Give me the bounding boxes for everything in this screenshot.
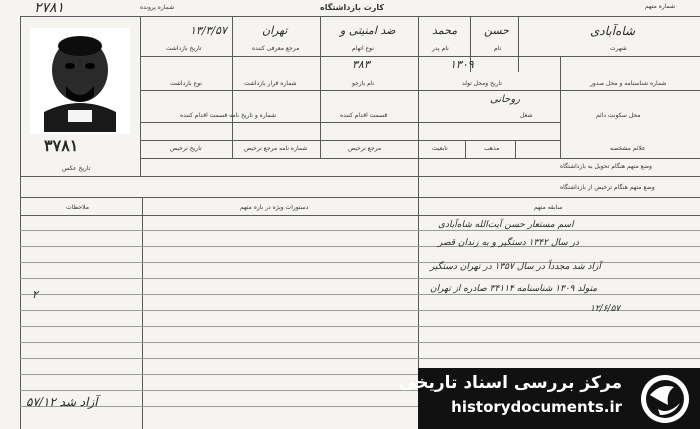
card-border-top [20, 16, 700, 17]
label-status-release: وضع متهم هنگام ترخیص از بازداشتگاه [560, 184, 655, 191]
watermark-banner [399, 368, 700, 429]
hw-charge: ضد امنیتی و [340, 24, 396, 37]
ruled-line [20, 326, 700, 327]
label-status-delivery: وضع متهم هنگام تحویل به بازداشتگاه [560, 163, 652, 170]
hw-surname: شاه‌آبادی [590, 24, 636, 38]
hw-background-line-4: متولد ۱۳۰۹ شناسنامه ۳۴۱۱۴ صادره از تهران [430, 284, 598, 294]
hw-birth: ۱۳۰۹ [450, 58, 474, 71]
ruled-line [20, 374, 420, 375]
row-line-2 [140, 90, 700, 91]
ruled-line [20, 246, 700, 247]
col-line-notes [142, 197, 143, 429]
hw-case-no: ۳۸۳ [352, 58, 370, 71]
col-line-f [518, 16, 519, 72]
row-line-4 [140, 140, 560, 141]
label-nationality: تابعیت [432, 145, 448, 152]
hw-detention-date: ۱۳/۳/۵۷ [190, 24, 227, 37]
document-center-logo-icon [638, 373, 692, 425]
file-number-label: شماره پرونده [140, 4, 175, 11]
hw-job: روحانی [490, 94, 521, 105]
col-line-i [515, 140, 516, 158]
label-detention-date: تاریخ بازداشت [166, 45, 202, 52]
label-id-info: شماره شناسنامه و محل صدور [590, 80, 667, 87]
row-line-7 [20, 197, 700, 198]
hw-name: حسن [484, 24, 509, 37]
file-number: ۲۷۸۱ [34, 0, 65, 16]
photo-number: ۳۷۸۱ [44, 136, 79, 155]
ruled-line [20, 230, 700, 231]
col-line-h [465, 140, 466, 158]
col-header-notes: ملاحظات [66, 204, 89, 211]
col-line-g [560, 56, 561, 158]
label-reputation: شهرت [610, 45, 627, 52]
col-line-a [140, 16, 141, 176]
row-line-8 [20, 215, 700, 216]
hw-background-line-5: ۱۲/۶/۵۷ [590, 304, 621, 314]
row-line-5 [140, 158, 700, 159]
label-birth: تاریخ ومحل تولد [462, 80, 503, 87]
col-line-b [232, 16, 233, 158]
watermark-url: historydocuments.ir [451, 398, 622, 416]
label-case-number: نام بازجو [352, 80, 375, 87]
ruled-line [20, 342, 700, 343]
hw-background-line-2: در سال ۱۳۴۲ دستگیر و به زندان قصر [438, 238, 579, 248]
card-title: کارت بازداشتگاه [320, 3, 385, 12]
label-name: نام [494, 45, 502, 52]
hw-city: تهران [262, 24, 288, 37]
col-header-instructions: دستورات ویژه در باره متهم [240, 204, 309, 211]
label-detention-letter: شماره و تاریخ نامه قسمت اقدام کننده [180, 112, 276, 119]
row-line-3 [140, 122, 560, 123]
hw-father: محمد [432, 24, 458, 37]
ruled-line [20, 358, 700, 359]
label-features: علائم مشخصه [610, 145, 646, 152]
accused-number-label: شماره متهم [645, 3, 676, 10]
label-job: شغل [520, 112, 533, 119]
ruled-line [20, 294, 700, 295]
label-release-date: تاریخ ترخیص [170, 145, 202, 152]
card-border-left [20, 16, 21, 429]
label-detention-order: شماره قرار بازداشت [244, 80, 297, 87]
watermark-title: مرکز بررسی اسناد تاریخی [399, 373, 622, 393]
row-line-6 [20, 176, 700, 177]
label-residence: محل سکونت دائم [596, 112, 641, 119]
hw-notes-mark: ۲ [32, 288, 38, 301]
label-investigator: قسمت اقدام کننده [340, 112, 388, 119]
row-line-1 [140, 56, 700, 57]
hw-notes-signature: آزاد شد ۵۷/۱۲ [26, 395, 98, 409]
col-header-background: سابقه متهم [534, 204, 563, 211]
ruled-line [20, 390, 420, 391]
photo-date-label: تاریخ عکس [62, 165, 91, 172]
label-charge-type: نوع اتهام [352, 45, 374, 52]
hw-background-line-1: اسم مستعار حسن آیت‌الله شاه‌آبادی [438, 220, 574, 230]
col-line-c [320, 16, 321, 158]
ruled-line [20, 278, 700, 279]
label-father: نام پدر [432, 45, 449, 52]
accused-photo [30, 28, 130, 134]
hw-background-line-3: آزاد شد مجدداً در سال ۱۳۵۷ در تهران دستگیر [430, 262, 601, 272]
label-referring-authority: مرجع معرفی کننده [252, 45, 300, 52]
label-detention-type: نوع بازداشت [170, 80, 202, 87]
label-release-letter: شماره نامه مرجع ترخیص [244, 145, 308, 152]
label-religion: مذهب [484, 145, 500, 152]
label-release-authority: مرجع ترخیص [348, 145, 382, 152]
